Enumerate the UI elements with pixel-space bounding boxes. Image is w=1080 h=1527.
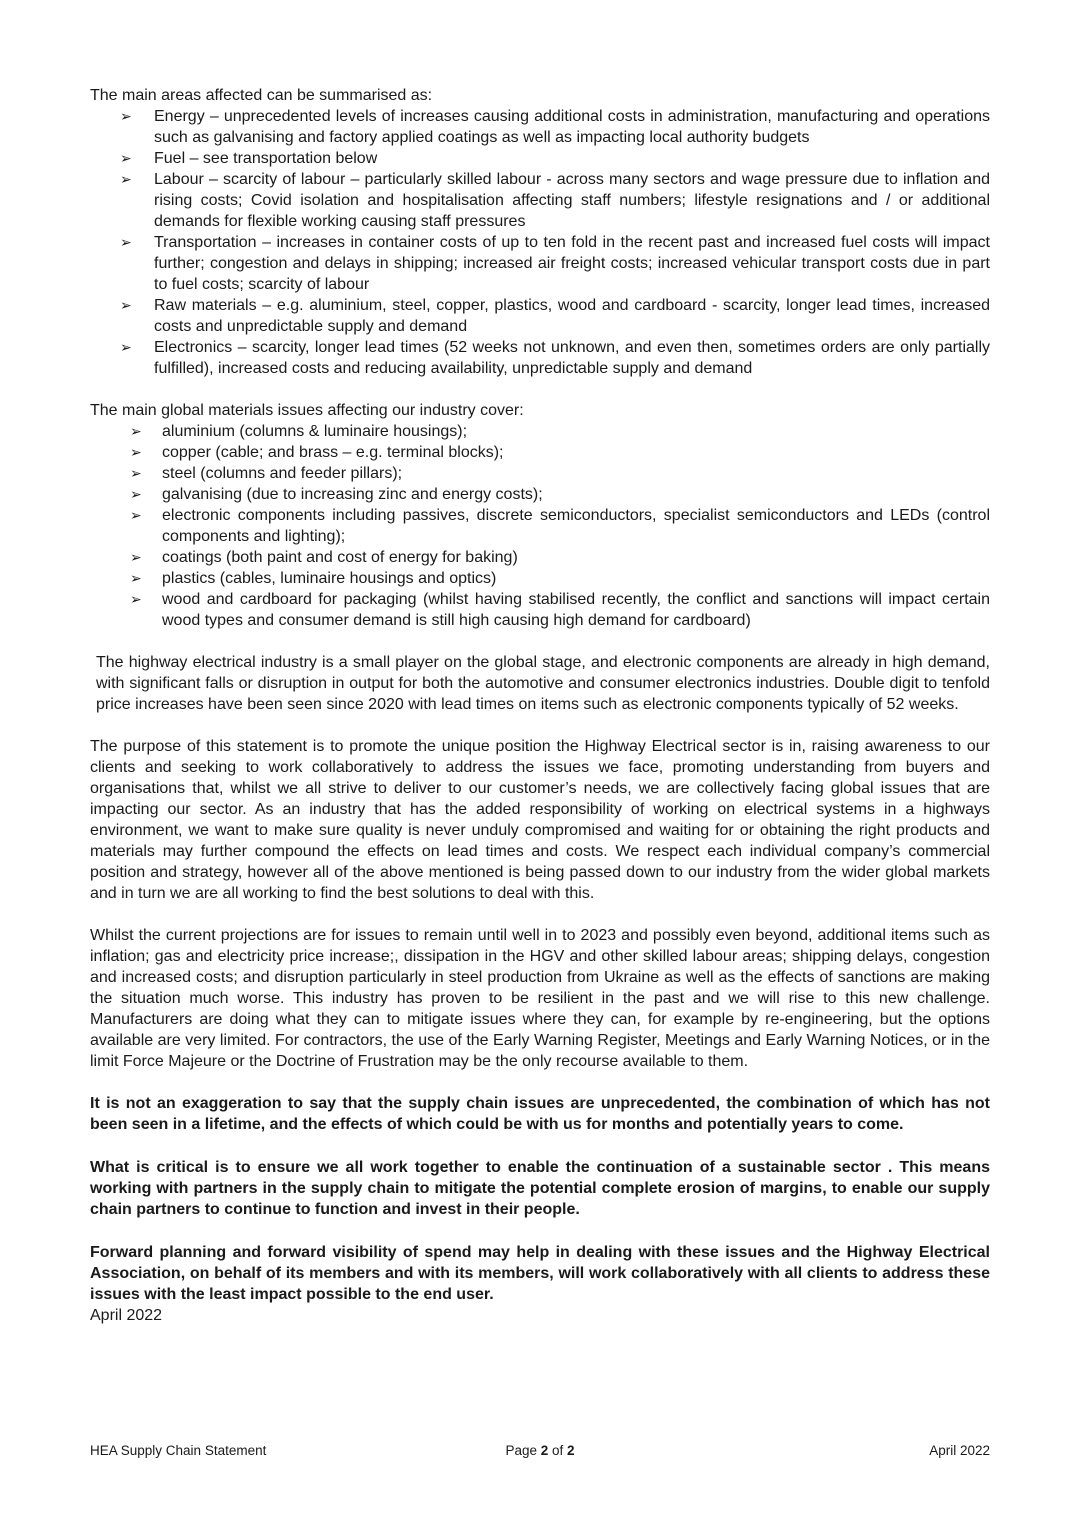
footer-page-indicator <box>90 1442 990 1459</box>
bullet-arrow-icon: ➢ <box>130 549 142 565</box>
list-item <box>90 442 990 463</box>
bullet-arrow-icon: ➢ <box>120 108 132 124</box>
list-item-text: electronic components including passives, discrete semiconductors, specialist semiconductors and LEDs (control components and lighting); <box>162 507 990 545</box>
paragraph-critical: What is critical is to ensure we all work together to enable the continuation of a sustainable sector . This means working with partners in the supply chain to mitigate the potential complete erosion of margins, to enable our supply chain partners to continue to function and invest in their people. <box>90 1159 990 1218</box>
list-item <box>90 337 990 379</box>
document-body <box>90 85 990 1326</box>
paragraph-forward: Forward planning and forward visibility of spend may help in dealing with these issues and the Highway Electrical Association, on behalf of its members and with its members, will work collaboratively with all clients to address these issues with the least impact possible to the end user. <box>90 1244 990 1303</box>
list-item-text: Raw materials – e.g. aluminium, steel, copper, plastics, wood and cardboard - scarcity, longer lead times, increased costs and unpredictable supply and demand <box>154 297 990 335</box>
list-item-text: galvanising (due to increasing zinc and energy costs); <box>162 486 543 503</box>
paragraph-purpose: The purpose of this statement is to promote the unique position the Highway Electrical sector is in, raising awareness to our clients and seeking to work collaboratively to address the issues we face, promoting understanding from buyers and organisations that, whilst we all strive to deliver to our customer’s needs, we are collectively facing global issues that are impacting our sector. As an industry that has the added responsibility of working on electrical systems in a highways environment, we want to make sure quality is never unduly compromised and waiting for or obtaining the right products and materials may further compound the effects on lead times and costs. We respect each individual company’s commercial position and strategy, however all of the above mentioned is being passed down to our industry from the wider global markets and in turn we are all working to find the best solutions to deal with this. <box>90 738 990 902</box>
footer-of-label: of <box>552 1443 564 1458</box>
list-item-text: aluminium (columns & luminaire housings); <box>162 423 468 440</box>
list-item <box>90 463 990 484</box>
areas-list <box>90 106 990 379</box>
list-item-text: Labour – scarcity of labour – particularly skilled labour - across many sectors and wage pressure due to inflation and rising costs; Covid isolation and hospitalisation affecting staff numbers; lifestyle resignations and / or additional demands for flexible working causing staff pressures <box>154 171 990 230</box>
bullet-arrow-icon: ➢ <box>120 234 132 250</box>
list-item <box>90 421 990 442</box>
list-item-text: Transportation – increases in container costs of up to ten fold in the recent past and increased fuel costs will impact further; congestion and delays in shipping; increased air freight costs; increased vehicular transport costs due in part to fuel costs; scarcity of labour <box>154 234 990 293</box>
materials-intro: The main global materials issues affecting our industry cover: <box>90 402 524 419</box>
list-item <box>90 148 990 169</box>
list-item <box>90 484 990 505</box>
list-item <box>90 106 990 148</box>
list-item-text: steel (columns and feeder pillars); <box>162 465 403 482</box>
date-line: April 2022 <box>90 1307 163 1324</box>
list-item <box>90 505 990 547</box>
bullet-arrow-icon: ➢ <box>130 570 142 586</box>
list-item-text: Electronics – scarcity, longer lead times (52 weeks not unknown, and even then, sometimes orders are only partially fulfilled), increased costs and reducing availability, unpredictable supply and demand <box>154 339 990 377</box>
list-item-text: Fuel – see transportation below <box>154 150 378 167</box>
list-item-text: copper (cable; and brass – e.g. terminal blocks); <box>162 444 504 461</box>
list-item <box>90 232 990 295</box>
bullet-arrow-icon: ➢ <box>130 507 142 523</box>
list-item-text: plastics (cables, luminaire housings and optics) <box>162 570 497 587</box>
bullet-arrow-icon: ➢ <box>120 171 132 187</box>
bullet-arrow-icon: ➢ <box>130 591 142 607</box>
footer-date: April 2022 <box>929 1443 990 1458</box>
footer-page-total: 2 <box>567 1443 575 1458</box>
bullet-arrow-icon: ➢ <box>130 486 142 502</box>
footer-page-label: Page <box>505 1443 537 1458</box>
bullet-arrow-icon: ➢ <box>120 150 132 166</box>
bullet-arrow-icon: ➢ <box>130 465 142 481</box>
bullet-arrow-icon: ➢ <box>130 444 142 460</box>
footer-page-number: 2 <box>540 1443 549 1458</box>
list-item <box>90 295 990 337</box>
paragraph-exaggeration: It is not an exaggeration to say that the supply chain issues are unprecedented, the combination of which has not been seen in a lifetime, and the effects of which could be with us for months and potentially years to come. <box>90 1095 990 1133</box>
areas-intro: The main areas affected can be summarised as: <box>90 87 433 104</box>
list-item <box>90 568 990 589</box>
bullet-arrow-icon: ➢ <box>120 339 132 355</box>
list-item <box>90 547 990 568</box>
materials-list <box>90 421 990 631</box>
bullet-arrow-icon: ➢ <box>120 297 132 313</box>
list-item-text: Energy – unprecedented levels of increases causing additional costs in administration, manufacturing and operations such as galvanising and factory applied coatings as well as impacting local authority budgets <box>154 108 990 146</box>
bullet-arrow-icon: ➢ <box>130 423 142 439</box>
list-item <box>90 169 990 232</box>
footer-document-title: HEA Supply Chain Statement <box>90 1443 267 1458</box>
list-item-text: coatings (both paint and cost of energy for baking) <box>162 549 518 566</box>
page-footer <box>90 1442 990 1459</box>
list-item-text: wood and cardboard for packaging (whilst having stabilised recently, the conflict and sanctions will impact certain wood types and consumer demand is still high causing high demand for cardboard) <box>162 591 990 629</box>
paragraph-industry: The highway electrical industry is a small player on the global stage, and electronic components are already in high demand, with significant falls or disruption in output for both the automotive and consumer electronics industries. Double digit to tenfold price increases have been seen since 2020 with lead times on items such as electronic components typically of 52 weeks. <box>96 654 990 713</box>
paragraph-outlook: Whilst the current projections are for issues to remain until well in to 2023 and possibly even beyond, additional items such as inflation; gas and electricity price increase;, dissipation in the HGV and other skilled labour areas; shipping delays, congestion and increased costs; and disruption particularly in steel production from Ukraine as well as the effects of sanctions are making the situation much worse. This industry has proven to be resilient in the past and we will rise to this new challenge. Manufacturers are doing what they can to mitigate issues where they can, for example by re-engineering, but the options available are very limited. For contractors, the use of the Early Warning Register, Meetings and Early Warning Notices, or in the limit Force Majeure or the Doctrine of Frustration may be the only recourse available to them. <box>90 927 990 1070</box>
list-item <box>90 589 990 631</box>
